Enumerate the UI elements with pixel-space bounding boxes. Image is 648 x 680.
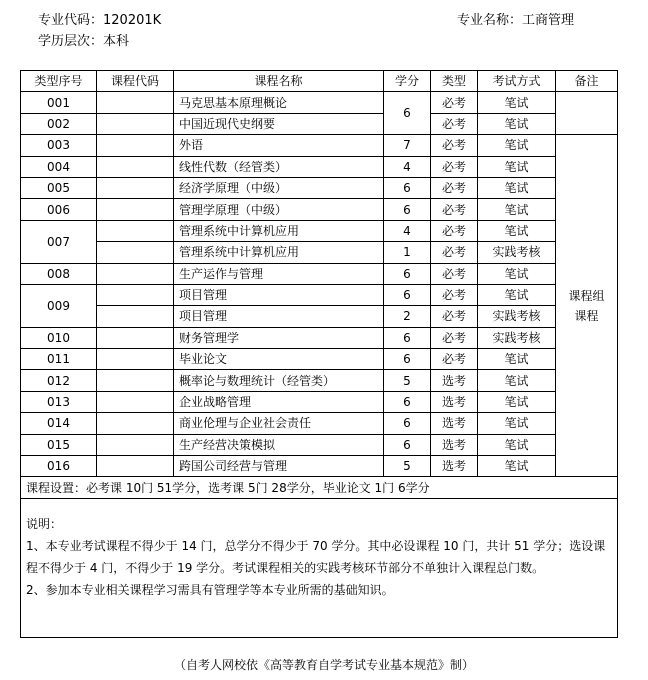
course-type: 必考 [431,327,478,348]
explanation-item-1: 1、本专业考试课程不得少于 14 门，总学分不得少于 70 学分。其中必设课程 10 门，共计 51 学分；选设课程不得少于 4 门，不得少于 19 学分。考试课程相关的实践考核环节部分不单独计入课程总门数。 [26,538,606,575]
course-seq: 005 [21,177,97,198]
course-credit: 6 [384,263,431,284]
education-level: 学历层次：本科 [38,34,130,49]
course-credit: 5 [384,456,431,477]
course-code [97,242,174,263]
course-name: 项目管理 [174,284,384,305]
course-code [97,199,174,220]
course-seq: 016 [21,456,97,477]
course-code [97,220,174,241]
course-type: 必考 [431,177,478,198]
exam-method: 实践考核 [478,242,556,263]
course-credit: 7 [384,135,431,156]
course-code [97,177,174,198]
course-notes-group: 课程组课程 [556,135,618,477]
exam-method: 笔试 [478,113,556,134]
course-table [20,70,618,638]
table-row [21,370,618,391]
explanation-row [21,498,618,637]
course-credit: 6 [384,327,431,348]
table-row [21,177,618,198]
exam-method: 实践考核 [478,306,556,327]
course-type: 必考 [431,306,478,327]
course-seq: 012 [21,370,97,391]
table-row [21,349,618,370]
table-row [21,113,618,134]
exam-method: 实践考核 [478,327,556,348]
course-code [97,413,174,434]
exam-method: 笔试 [478,263,556,284]
course-seq: 011 [21,349,97,370]
explanation [21,498,618,637]
course-seq: 006 [21,199,97,220]
table-header-row [21,71,618,92]
course-seq: 013 [21,391,97,412]
footer-note: （自考人网校依《高等教育自学考试专业基本规范》制） [173,658,474,672]
table-row [21,413,618,434]
course-code [97,135,174,156]
course-name: 中国近现代史纲要 [174,113,384,134]
course-code [97,349,174,370]
exam-method: 笔试 [478,434,556,455]
course-type: 选考 [431,413,478,434]
course-seq: 002 [21,113,97,134]
course-code [97,434,174,455]
course-type: 选考 [431,391,478,412]
course-seq: 001 [21,92,97,113]
course-code [97,113,174,134]
course-name: 生产经营决策模拟 [174,434,384,455]
course-credit: 6 [384,92,431,135]
table-row [21,456,618,477]
course-name: 管理系统中计算机应用 [174,220,384,241]
course-code [97,456,174,477]
col-header-method: 考试方式 [478,71,556,92]
course-type: 必考 [431,220,478,241]
explanation-item-2: 2、参加本专业相关课程学习需具有管理学等本专业所需的基础知识。 [26,582,394,597]
table-row [21,327,618,348]
course-seq: 007 [21,220,97,263]
course-credit: 4 [384,220,431,241]
course-type: 必考 [431,199,478,220]
course-code [97,391,174,412]
course-code [97,156,174,177]
course-name: 概率论与数理统计（经管类） [174,370,384,391]
exam-method: 笔试 [478,135,556,156]
exam-method: 笔试 [478,92,556,113]
course-seq: 009 [21,284,97,327]
course-name: 经济学原理（中级） [174,177,384,198]
course-type: 必考 [431,92,478,113]
course-credit: 6 [384,177,431,198]
course-credit: 6 [384,434,431,455]
major-name: 专业名称：工商管理 [457,13,575,28]
exam-method: 笔试 [478,349,556,370]
course-code [97,327,174,348]
course-name: 生产运作与管理 [174,263,384,284]
course-name: 企业战略管理 [174,391,384,412]
exam-method: 笔试 [478,177,556,198]
course-type: 必考 [431,113,478,134]
course-seq: 015 [21,434,97,455]
course-name: 马克思基本原理概论 [174,92,384,113]
course-type: 选考 [431,434,478,455]
col-header-name: 课程名称 [174,71,384,92]
course-type: 必考 [431,349,478,370]
course-summary: 课程设置：必考课 10门 51学分，选考课 5门 28学分，毕业论文 1门 6学分 [21,477,618,498]
course-seq: 010 [21,327,97,348]
exam-method: 笔试 [478,284,556,305]
course-type: 选考 [431,370,478,391]
course-credit: 1 [384,242,431,263]
course-seq: 004 [21,156,97,177]
course-type: 必考 [431,242,478,263]
course-credit: 6 [384,391,431,412]
course-name: 跨国公司经营与管理 [174,456,384,477]
course-name: 商业伦理与企业社会责任 [174,413,384,434]
course-name: 外语 [174,135,384,156]
col-header-type: 类型 [431,71,478,92]
exam-method: 笔试 [478,370,556,391]
course-credit: 5 [384,370,431,391]
col-header-notes: 备注 [556,71,618,92]
summary-row [21,477,618,498]
exam-method: 笔试 [478,391,556,412]
course-type: 必考 [431,156,478,177]
exam-method: 笔试 [478,413,556,434]
table-row [21,92,618,113]
course-code [97,263,174,284]
col-header-code: 课程代码 [97,71,174,92]
course-type: 选考 [431,456,478,477]
table-row [21,242,618,263]
course-name: 财务管理学 [174,327,384,348]
table-row [21,306,618,327]
course-code [97,370,174,391]
col-header-credit: 学分 [384,71,431,92]
table-row [21,434,618,455]
exam-method: 笔试 [478,199,556,220]
course-name: 管理学原理（中级） [174,199,384,220]
course-name: 项目管理 [174,306,384,327]
major-code: 专业代码：120201K [38,13,162,28]
course-name: 线性代数（经管类） [174,156,384,177]
course-type: 必考 [431,263,478,284]
course-seq: 014 [21,413,97,434]
course-code [97,284,174,305]
table-row [21,263,618,284]
col-header-seq: 类型序号 [21,71,97,92]
exam-method: 笔试 [478,156,556,177]
course-type: 必考 [431,135,478,156]
course-seq: 003 [21,135,97,156]
table-row [21,135,618,156]
course-credit: 6 [384,349,431,370]
course-seq: 008 [21,263,97,284]
course-code [97,92,174,113]
course-code [97,306,174,327]
course-name: 毕业论文 [174,349,384,370]
course-credit: 6 [384,199,431,220]
course-credit: 6 [384,413,431,434]
course-credit: 4 [384,156,431,177]
table-row [21,199,618,220]
course-name: 管理系统中计算机应用 [174,242,384,263]
table-row [21,156,618,177]
exam-method: 笔试 [478,220,556,241]
exam-method: 笔试 [478,456,556,477]
course-type: 必考 [431,284,478,305]
table-body [21,92,618,477]
table-row [21,220,618,241]
course-credit: 6 [384,284,431,305]
course-notes-empty [556,92,618,135]
table-row [21,391,618,412]
table-row [21,284,618,305]
course-credit: 2 [384,306,431,327]
explanation-title: 说明： [26,516,63,531]
